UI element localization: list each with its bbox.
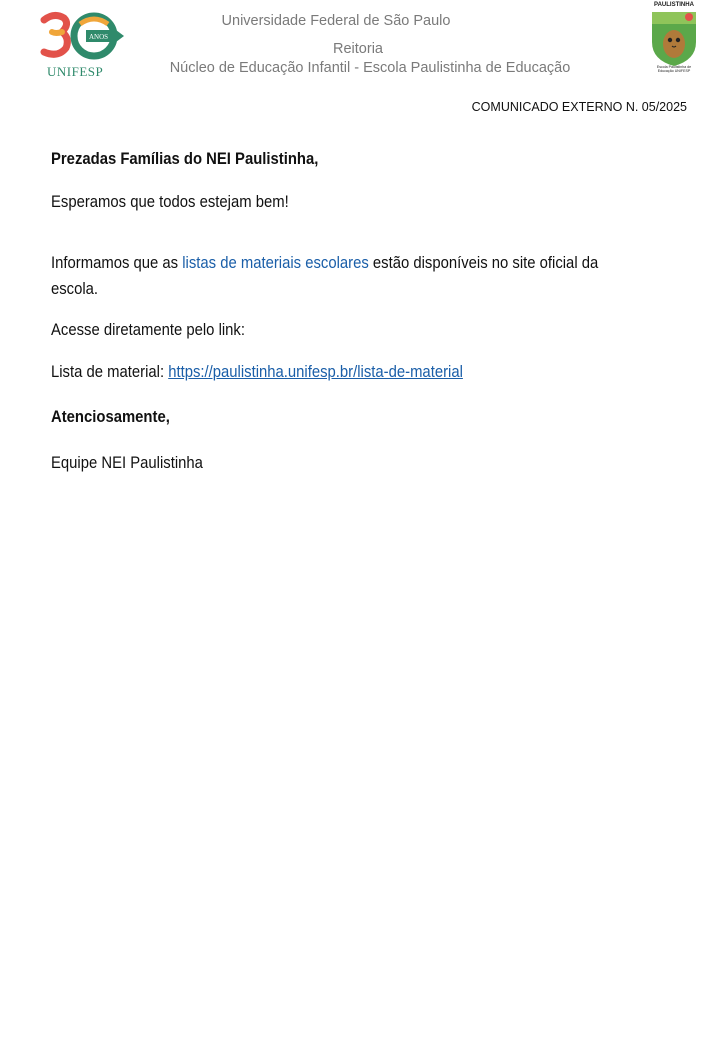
comunicado-number: COMUNICADO EXTERNO N. 05/2025: [471, 100, 687, 114]
unifesp-wordmark: UNIFESP: [47, 64, 104, 79]
info-before: Informamos que as: [51, 254, 183, 272]
paulistinha-logo: [644, 2, 704, 82]
university-name: Universidade Federal de São Paulo: [221, 13, 451, 29]
anos-label: ANOS: [89, 33, 109, 41]
owl-shield-icon: [644, 8, 704, 68]
paulistinha-subtitle: Escola Paulistinha de Educação UNIFESP: [656, 65, 692, 74]
materials-highlight: listas de materiais escolares: [182, 254, 369, 272]
info-after: estão disponíveis no site oficial da escola.: [51, 254, 599, 298]
material-list-line: [51, 359, 591, 385]
reitoria-label: Reitoria: [333, 41, 383, 57]
material-list-label: Lista de material:: [51, 363, 169, 381]
closing: Atenciosamente,: [51, 408, 170, 426]
nucleo-name: Núcleo de Educação Infantil - Escola Paulistinha de Educação: [169, 60, 571, 76]
material-list-link[interactable]: https://paulistinha.unifesp.br/lista-de-material: [168, 363, 463, 381]
access-line: Acesse diretamente pelo link:: [51, 321, 245, 339]
info-paragraph: [51, 250, 645, 302]
wellbeing-line: Esperamos que todos estejam bem!: [51, 193, 289, 211]
greeting: Prezadas Famílias do NEI Paulistinha,: [51, 150, 319, 168]
paulistinha-brand: PAULISTINHA: [654, 2, 694, 8]
signature: Equipe NEI Paulistinha: [51, 454, 203, 472]
